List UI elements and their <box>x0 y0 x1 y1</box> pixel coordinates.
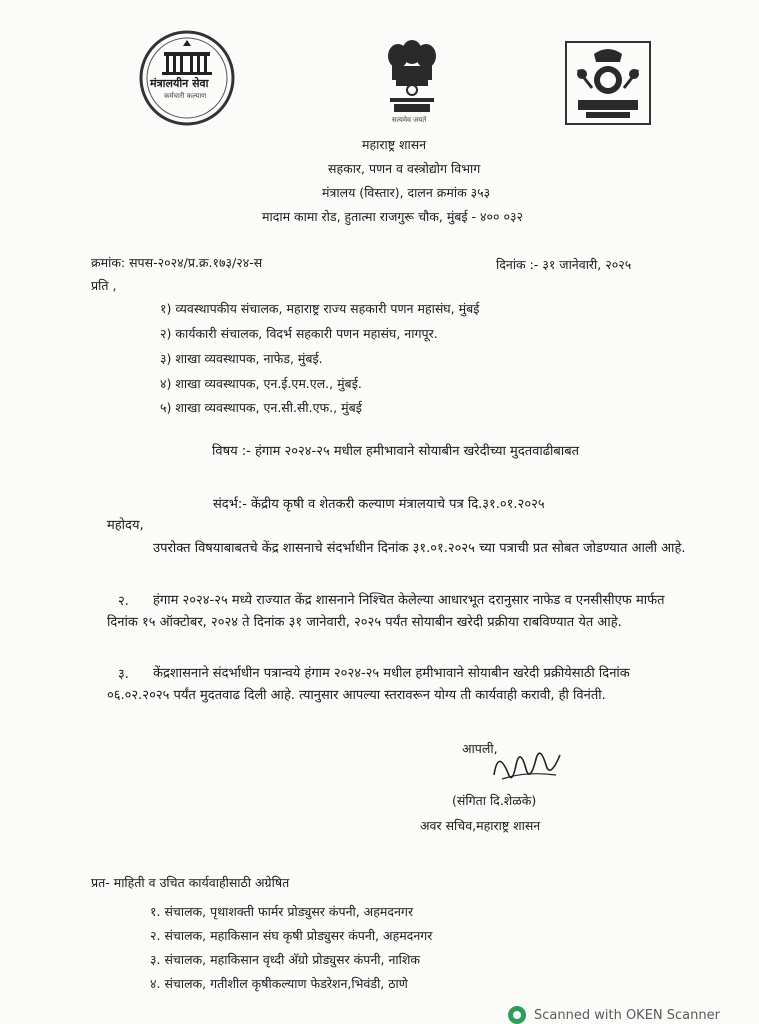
body-paragraph: उपरोक्त विषयाबाबतचे केंद्र शासनाचे संदर्भाधीन दिनांक ३१.०१.२०२५ च्या पत्राची प्रत सोबत जोडण्यात आली आहे. <box>153 541 686 556</box>
logo-subcaption: कर्मचारी कल्याण <box>164 92 207 100</box>
national-emblem <box>380 36 444 126</box>
maharashtra-crest-logo <box>564 40 652 126</box>
letter-date: दिनांक :- ३१ जानेवारी, २०२५ <box>496 257 632 272</box>
recipient-item: २) कार्यकारी संचालक, विदर्भ सहकारी पणन महासंघ, नागपूर. <box>160 326 438 341</box>
reference-line: संदर्भ:- केंद्रीय कृषी व शेतकरी कल्याण मंत्रालयाचे पत्र दि.३१.०१.२०२५ <box>213 497 545 512</box>
paragraph-number: ३. <box>118 667 129 682</box>
header-address: मादाम कामा रोड, हुतात्मा राजगुरू चौक, मुंबई - ४०० ०३२ <box>262 209 523 224</box>
copy-to-item: ४. संचालक, गतीशील कृषीकल्याण फेडरेशन,भिवंडी, ठाणे <box>150 976 408 991</box>
body-paragraph: केंद्रशासनाने संदर्भाधीन पत्रान्वये हंगाम २०२४-२५ मधील हमीभावाने सोयाबीन खरेदी प्रक्रीयेसाठी दिनांक ०६.०२.२०२५ पर्यंत मुदतवाढ दिली आहे. त्यानुसार आपल्या स्तरावरून योग्य ती कार्यवाही करावी, ही विनंती. <box>107 666 630 703</box>
closing: आपली, <box>462 741 498 756</box>
header-govt: महाराष्ट्र शासन <box>362 137 427 152</box>
copy-to-item: ३. संचालक, महाकिसान वृध्दी अ‍ॅग्रो प्रोड्युसर कंपनी, नाशिक <box>150 952 420 967</box>
body-paragraph: हंगाम २०२४-२५ मध्ये राज्यात केंद्र शासनाने निश्चित केलेल्या आधारभूत दरानुसार नाफेड व एनसीसीएफ मार्फत दिनांक १५ ऑक्टोबर, २०२४ ते दिनांक ३१ जानेवारी, २०२५ पर्यंत सोयाबीन खरेदी प्रक्रीया राबविण्यात येत आहे. <box>107 593 665 630</box>
emblem-motto: सत्यमेव जयते <box>392 116 427 124</box>
recipient-item: ३) शाखा व्यवस्थापक, नाफेड, मुंबई. <box>160 351 323 366</box>
header-department: सहकार, पणन व वस्त्रोद्योग विभाग <box>328 161 481 176</box>
letter-number: क्रमांक: सपस-२०२४/प्र.क्र.१७३/२४-स <box>91 255 263 270</box>
recipient-item: १) व्यवस्थापकीय संचालक, महाराष्ट्र राज्य सहकारी पणन महासंघ, मुंबई <box>160 301 480 316</box>
subject-line: विषय :- हंगाम २०२४-२५ मधील हमीभावाने सोयाबीन खरेदीच्या मुदतवाढीबाबत <box>212 444 580 459</box>
scanner-logo-icon <box>508 1006 526 1024</box>
logo-caption: मंत्रालयीन सेवा <box>150 77 209 90</box>
signatory-designation: अवर सचिव,महाराष्ट्र शासन <box>420 818 541 833</box>
recipient-item: ५) शाखा व्यवस्थापक, एन.सी.सी.एफ., मुंबई <box>160 400 362 415</box>
to-label: प्रति , <box>91 278 117 293</box>
paragraph-number: २. <box>118 594 129 609</box>
header-office: मंत्रालय (विस्तार), दालन क्रमांक ३५३ <box>322 185 491 200</box>
signature-scribble <box>486 735 566 795</box>
scanner-watermark <box>508 1006 720 1024</box>
recipient-item: ४) शाखा व्यवस्थापक, एन.ई.एम.एल., मुंबई. <box>160 376 362 391</box>
salutation: महोदय, <box>107 518 144 533</box>
copy-to-item: २. संचालक, महाकिसान संघ कृषी प्रोड्युसर कंपनी, अहमदनगर <box>150 928 433 943</box>
scanner-watermark-text: Scanned with OKEN Scanner <box>534 1007 720 1023</box>
signatory-name: (संगिता दि.शेळके) <box>452 793 537 808</box>
copy-to-item: १. संचालक, पृथाशक्ती फार्मर प्रोड्युसर कंपनी, अहमदनगर <box>150 904 414 919</box>
copy-to-heading: प्रत- माहिती व उचित कार्यवाहीसाठी अग्रेषित <box>91 875 290 890</box>
mantralaya-seva-logo <box>128 28 246 128</box>
